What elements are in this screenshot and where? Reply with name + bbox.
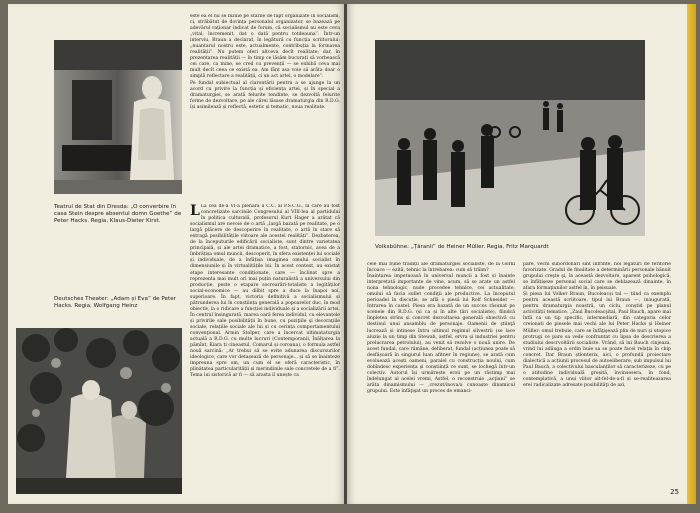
- peasants-stage-image: [375, 40, 645, 236]
- left-column-bottom-text: La cea de-a VI-a plenară a C.C. al P.S.C.G., la care au fost concretizate sarcinile Congresului al VIII-lea al partidului în politica culturală, profesorul Kurt Hager a arătat că socialismul are nevoie de o artă „largă bazată pe realitate, pe o largă plăcere de descoperire în realitate, o artă în stare să extragă posibilitățile viitoare ale acestei realități”. Dezbaterea, de la începuturile edificării socialiste, sunt dintre varietatea principală, și ale artei dramatice, a fost, statornic, avea de a îmbrățișa omul muncii, descoperit, în sfera existenței lui sociale și individuale, de a înfățișa imaginea omului socialist în dimensiunile și în virtualitățile lui. În acest context, au existat etape interesante condiționate, care — înclinat spre a reprezenta mai mult ori mai puțin naturalistă a universului din producție, peste o etapare socrearări-totaliste a legităților social-economice — au dilbit spre a duce la înapoi noi, superioare. În fapt, victoria definitivă a socialismului și pătrunderea lui în conștiința generală a popoarelor duc, în mod obiectiv, la o ridicare a funcției individuale şi a socializării artei. În centrul însingurată, marea oară ferea individul, cu elevanțele și privirile sale posibilității în bune, cu poziţiile şi decoraţiile sociale, relațiile sociale ale lui și cu cerința comportamentului convenţional. Armin Stolper, care a încercat ultimataturgia actuală a R.D.G. cu multe lucruri (Contemporanii, Înălțarea la pămînt, Kiara ți cineastul, Comarul și coroana), o formula astfel nouă sarcină: „Ar trebui să se evite adunarea discursurilor ideologice, care vor detașează de personaje... și să se înainteze impreuna spre om, un cum el se oferă caracteristic, în plinătatea particularității și merindinile sale concretele de a fi”. Tema lui sistorică ar fi — să arasta il unește ca: [190, 204, 340, 379]
- right-page: [347, 4, 687, 504]
- photo1-caption: Teatrul de Stat din Dresda: „O converbire în casa Stein despre absentul domn Goethe” de Peter Hacks. Regia, Klaus-Dieter Kirst.: [54, 204, 182, 224]
- photo-caption: Volksbühne: „Țăranii” de Heiner Müller. Regia, Fritz Marquardt: [375, 244, 549, 250]
- photo2-caption: Deutsches Theater: „Adam și Eva” de Peter Hacks. Regia, Wolfgang Heinz: [54, 296, 176, 309]
- photo-adam-eva: [16, 328, 182, 494]
- page-edge-tab: [687, 4, 696, 504]
- photo-goethe-play: [54, 40, 182, 194]
- left-page: [8, 4, 344, 504]
- page-number: 25: [670, 488, 679, 496]
- garden-scene-image: [16, 328, 182, 494]
- left-column-top: este ea el nu se bizuie pe stările de fapt organizate în socialism, ci, străbătut de dorința personalul organizator, se bazează pe adevărul raționar indicat de forum, că socialismul nu este ceva „vital, încremenit, dat o dată pentru totdeauna”. Într-un interviu, Braun a declarat, în legătură cu funcția scriitorului: „nuantarul nostru este, actualmente, contribuția la formarea realității”. Nu putem oferi altceva decît realitate; dar, în prezentarea realității — în timp ce lăsăm bucurați să vorbească cei care, ca mine, se cred cu prevenții — se exhibă ceva mai mult decît ceea ce există ea. Am fânt asa voie să arăta doar o simplă reflectare a realității, ci un act artei, o modelare”. Pe fundal subiectual al clarontării pentru a se ajunge la un acord cu privire la funcția și eficiența artei, și în special a dramaturgiei, se arată felurite tendinte, se dezvoltă felurite forme de dezvoltare, pe ale cărei lăsase dramaturgia din R.D.G. își asimilează și reflectă, estetic și tematic, noua realitate.: [190, 14, 340, 110]
- right-column-2: pare, vechi subordonări sînt înfrînte, noi legături de teritorie favorizate. Gradul de finalitate a determinării personale bănuit grupului creşte şi, în această dezvoltare, aparent psihologică, se înfățișeze personal social care se deblazează dinainte, în afara formaţiunilor astfel în, în peisuale. Și piesa lui Volker Braun, Bucoleacși tal — tiind ca exemplu pentru această scriitoare, tipul lui Braun —, inaugurată, pentru dramaturgia noastră, un ciclu, conștid pe planul activității tematice. „Zaul Bucoleacşital, Paul Bauch, apare mai întîi ca un tip specific, intermediară, din categoria celor creionati de piesele mai vechi ale lui Peter Hacks și Heiner Müller: omul trebuie, care se înfăţişează plin de nuri și utopice protrugi ce pare sa vede confruntat cu lipsa de descrierea a studiului descrvoltării socialiste. Vrând, să lui Bauch cinjeaza, vrind lui adăuga a ordin buie sa se poate facei relația în chip concret. Dar Braun ștlonterix, aici, o profundă proiectare dialectică a acțiunii procesul de autoeliberare, sub impulsul lui Paul Bauch, a colectivului basculanților să caracterizeze, cu pe o atitudine individuală greșită, învinsesera, în fond, contemplativă, a unui viitor alt-fel-de-a-fi și se-realiteazarea erei radicalizate adresate posibilităţi de azi,: [523, 262, 671, 388]
- right-column-1: cele mai bune tradiții ale dramaturgiei socialiste, de la Gorki încoace — ezită, tehnic la întrebarea: cum să trăim? Înaintarea impetuoasă în universul muncii a fost și înainte interpretată importante de vine, acum, să se arate un astfel nona tehnologic, nude procedee tehnice, cei actualitate, omului să facia sullet condiţii ale productive. La începutul perioadei în discuție, se află o piesă lui Rolf Schneider — Intrarea în castel. Piesa era bazată de un succes răsunat pe scenele din R.D.G. (și ca și în alte țări socialiste), fiindcă împletea strîns și concret dezvoltarea generală obiectivă cu destinul unui ansamblu de personaje. Oamenii de ştiinţă lucrează și intinese întru ultimul regimul silvestrii (se lace aluzie la un timp din Stewah, astfel, ervra și industriei pentru prelucrarea petrolului), au venit să rezolve o nouă unire. De acest fundal, care rămâne, deliberat, fundal (acțiunea poate să desfășoară în singurul luan afitner în regiune), se arată cum evoluează acești oameni, paralel cu construcția noului, cum dobîndesc experiența și conștiință ce sunt, se lochegă într-un colectiv. Autorul își urmărește eroii pe un răstimp mai îndelungat al acelei vremi, Astfel, o reconstruie „acţiuni” se arăta dinamismului — ,crezut/inova/a cunoaște dinamicul grupului. Este înfăţişat un proces de emanci-: [367, 262, 515, 394]
- dropcap-letter: L: [190, 204, 200, 219]
- stage-scene-image: [54, 40, 182, 194]
- left-column-bottom: [190, 204, 340, 494]
- photo-taranii: [375, 40, 645, 236]
